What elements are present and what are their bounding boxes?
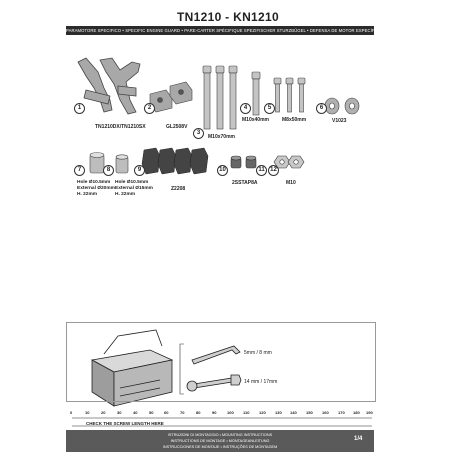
part-label-7-line-2: External Ø20mm — [77, 186, 115, 191]
ruler-tick: 20 — [101, 410, 106, 415]
ruler-tick: 70 — [180, 410, 185, 415]
part-label-7 — [77, 180, 115, 198]
part-label-4: M10x40mm — [242, 117, 269, 123]
engine-guard-bracket-part — [78, 58, 140, 114]
page-number: 1/4 — [354, 436, 363, 442]
ruler-tick: 0 — [70, 410, 73, 415]
ruler-tick: 150 — [306, 410, 313, 415]
ruler-tick: 160 — [322, 410, 329, 415]
long-bolt-part — [203, 66, 237, 129]
part-number-9: 9 — [134, 165, 145, 176]
part-number-6: 6 — [316, 103, 327, 114]
part-label-8 — [115, 180, 153, 198]
footer-bar — [66, 430, 374, 452]
part-number-1: 1 — [74, 103, 85, 114]
ruler-tick: 10 — [85, 410, 90, 415]
hex-key-size-label: 5mm / 8 mm — [244, 350, 272, 356]
part-number-11: 11 — [256, 165, 267, 176]
page-title: TN1210 - KN1210 — [177, 10, 279, 24]
ruler-tick: 60 — [164, 410, 169, 415]
part-label-2: GL2508V — [166, 124, 188, 130]
nut-part — [274, 156, 304, 168]
ruler-tick: 190 — [366, 410, 373, 415]
part-label-1: TN1210DX/TN1210SX — [95, 124, 146, 130]
ruler-tick: 100 — [227, 410, 234, 415]
clamp-part — [142, 148, 208, 174]
cap-part — [231, 156, 256, 168]
part-label-3: M10x70mm — [208, 134, 235, 140]
ruler-ticks — [72, 410, 372, 418]
footer-line-1: ISTRUZIONI DI MONTAGGIO • MOUNTING INSTRUCTIONS — [167, 433, 273, 437]
part-label-12: M10 — [286, 180, 296, 186]
ruler-tick: 80 — [196, 410, 201, 415]
medium-bolt-part — [252, 72, 260, 115]
subtitle-bar: PARAMOTORE SPECIFICO • SPECIFIC ENGINE GUARD • PARE-CARTER SPÉCIFIQUE SPEZIFISCHER STURZBÜGEL • DEFENSA DE MOTOR ESPECÍFICA • PARACHOQUES ESPECÍFICO — [66, 28, 447, 33]
footer-line-2: INSTRUCTIONS DE MONTAGE • MONTAGEANLEITUNG — [170, 439, 270, 443]
ruler-tick: 180 — [353, 410, 360, 415]
part-label-7-line-3: H. 22mm — [77, 192, 97, 197]
part-number-10: 10 — [217, 165, 228, 176]
rubber-bushing-part — [325, 98, 359, 114]
ruler-tick: 170 — [338, 410, 345, 415]
part-number-12: 12 — [268, 165, 279, 176]
tools-box — [66, 322, 376, 402]
m8-bolt-part — [274, 78, 305, 112]
part-label-8-line-3: H. 22mm — [115, 192, 135, 197]
ruler-tick: 130 — [275, 410, 282, 415]
part-number-4: 4 — [240, 103, 251, 114]
ruler-tick: 40 — [133, 410, 138, 415]
part-label-7-line-1: Hole Ø10.5mm — [77, 180, 111, 185]
part-number-7: 7 — [74, 165, 85, 176]
wrench-size-label: 14 mm / 17mm — [244, 379, 278, 385]
part-number-3: 3 — [193, 128, 204, 139]
ruler-tick: 140 — [290, 410, 297, 415]
footer-line-3: INSTRUCCIONES DE MONTAJE • INSTRUÇÕES DE MONTAGEM — [162, 445, 278, 449]
part-label-9: Z2208 — [171, 186, 186, 192]
ruler-tick: 120 — [259, 410, 266, 415]
part-label-10-11: 2SSTAP8A — [232, 180, 258, 186]
ruler-tick: 50 — [149, 410, 154, 415]
part-label-8-line-2: External Ø15mm — [115, 186, 153, 191]
part-label-6: V1023 — [332, 118, 347, 124]
part-number-8: 8 — [103, 165, 114, 176]
check-screw-label: CHECK THE SCREW LENGTH HERE — [86, 421, 164, 426]
ruler-tick: 110 — [243, 410, 250, 415]
part-number-5: 5 — [264, 103, 275, 114]
part-label-8-line-1: Hole Ø10.5mm — [115, 180, 149, 185]
spacer-block-part — [150, 82, 192, 112]
ruler-tick: 90 — [212, 410, 217, 415]
part-number-2: 2 — [144, 103, 155, 114]
ruler-tick: 30 — [117, 410, 122, 415]
part-label-5: M8x50mm — [282, 117, 307, 123]
